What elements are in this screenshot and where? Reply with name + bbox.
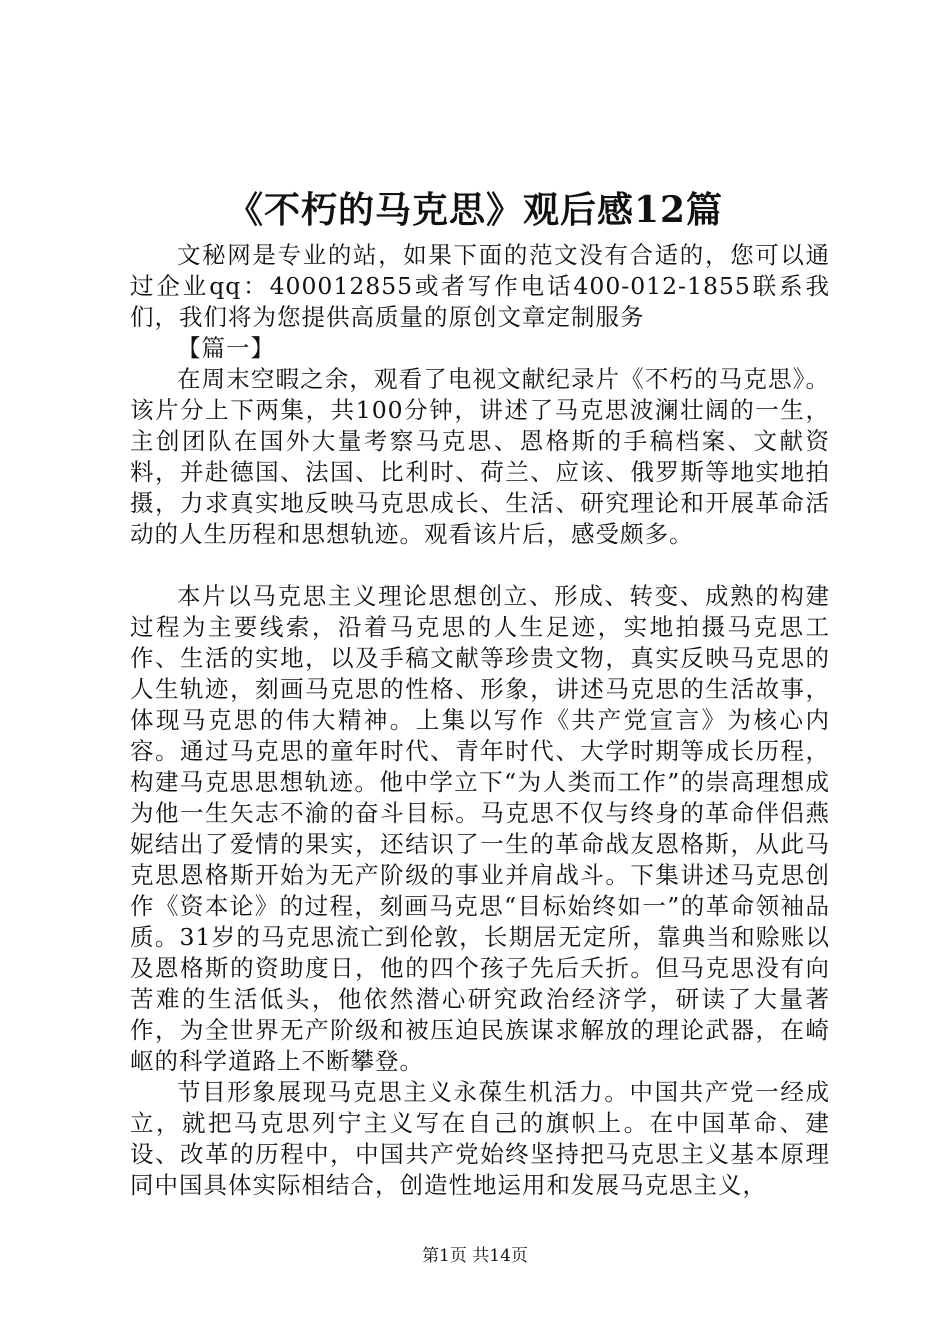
- document-title: 《不朽的马克思》观后感12篇: [226, 189, 724, 231]
- paragraph-1: 在周末空暇之余，观看了电视文献纪录片《不朽的马克思》。该片分上下两集，共100分钟，讲述了马克思波澜壮阔的一生，主创团队在国外大量考察马克思、恩格斯的手稿档案、文献资料，并赴德国、法国、比利时、荷兰、应该、俄罗斯等地实地拍摄，力求真实地反映马克思成长、生活、研究理论和开展革命活动的人生历程和思想轨迹。观看该片后，感受颇多。: [130, 365, 830, 548]
- paragraph-2: 本片以马克思主义理论思想创立、形成、转变、成熟的构建过程为主要线索，沿着马克思的人生足迹，实地拍摄马克思工作、生活的实地，以及手稿文献等珍贵文物，真实反映马克思的人生轨迹，刻画马克思的性格、形象，讲述马克思的生活故事，体现马克思的伟大精神。上集以写作《共产党宣言》为核心内容。通过马克思的童年时代、青年时代、大学时期等成长历程，构建马克思思想轨迹。他中学立下“为人类而工作”的崇高理想成为他一生矢志不渝的奋斗目标。马克思不仅与终身的革命伴侣燕妮结出了爱情的果实，还结识了一生的革命战友恩格斯，从此马克思恩格斯开始为无产阶级的事业并肩战斗。下集讲述马克思创作《资本论》的过程，刻画马克思“目标始终如一”的革命领袖品质。31岁的马克思流亡到伦敦，长期居无定所，靠典当和赊账以及恩格斯的资助度日，他的四个孩子先后夭折。但马克思没有向苦难的生活低头，他依然潜心研究政治经济学，研读了大量著作，为全世界无产阶级和被压迫民族谋求解放的理论武器，在崎岖的科学道路上不断攀登。: [130, 582, 830, 1075]
- page-footer: 第1页 共14页: [422, 1246, 528, 1266]
- paragraph-3: 节目形象展现马克思主义永葆生机活力。中国共产党一经成立，就把马克思列宁主义写在自己的旗帜上。在中国革命、建设、改革的历程中，中国共产党始终坚持把马克思主义基本原理同中国具体实际相结合，创造性地运用和发展马克思主义，: [130, 1078, 830, 1199]
- paragraph-spacer: [130, 550, 830, 581]
- intro-paragraph: 文秘网是专业的站，如果下面的范文没有合适的，您可以通过企业qq：400012855或者写作电话400-012-1855联系我们，我们将为您提供高质量的原创文章定制服务: [130, 241, 830, 331]
- section-label: 【篇一】: [177, 334, 275, 362]
- document-body: [130, 240, 830, 1201]
